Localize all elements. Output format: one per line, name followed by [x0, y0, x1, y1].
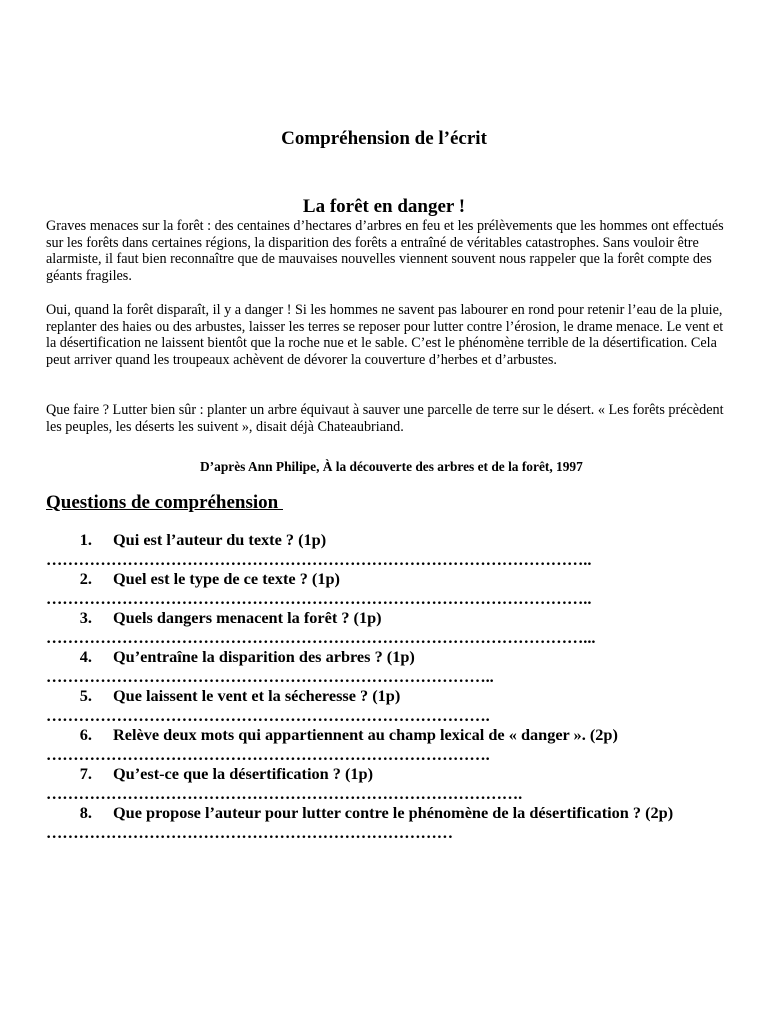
questions-list	[46, 530, 726, 842]
question-item	[46, 686, 726, 725]
answer-line[interactable]: …………………………………………………………………	[46, 822, 454, 842]
question-text: Qu’entraîne la disparition des arbres ? (1p)	[113, 647, 415, 666]
question-item	[46, 530, 726, 569]
paragraph-3: Que faire ? Lutter bien sûr : planter un arbre équivaut à sauver une parcelle de terre sur le désert. « Les forêts précèdent les peuples, les déserts les suivent », disait déjà Chateaubriand.	[46, 402, 724, 435]
question-item	[46, 764, 726, 803]
questions-heading: Questions de compréhension	[46, 492, 283, 513]
source-citation: D’après Ann Philipe, À la découverte des arbres et de la forêt, 1997	[200, 459, 583, 474]
question-number: 6.	[79, 725, 92, 744]
question-text: Quels dangers menacent la forêt ? (1p)	[113, 608, 382, 627]
worksheet-heading: Compréhension de l’écrit	[281, 128, 487, 149]
question-text: Relève deux mots qui appartiennent au champ lexical de « danger ». (2p)	[113, 725, 618, 744]
question-item	[46, 647, 726, 686]
question-text: Qu’est-ce que la désertification ? (1p)	[113, 764, 373, 783]
text-title: La forêt en danger !	[302, 196, 466, 217]
question-text: Que propose l’auteur pour lutter contre le phénomène de la désertification ? (2p)	[113, 803, 674, 822]
question-number: 3.	[79, 608, 92, 627]
answer-line[interactable]: ………………………………………………………………………..	[46, 666, 494, 686]
question-item	[46, 803, 726, 842]
question-text: Qui est l’auteur du texte ? (1p)	[113, 530, 327, 549]
question-item	[46, 608, 726, 647]
question-number: 4.	[79, 647, 92, 666]
question-item	[46, 569, 726, 608]
question-number: 1.	[79, 530, 92, 549]
paragraph-2: Oui, quand la forêt disparaît, il y a danger ! Si les hommes ne savent pas labourer en rond pour retenir l’eau de la pluie, replanter des haies ou des arbustes, laisser les terres se reposer pour lutter contre l’érosion, le drame menace. Le vent et la désertification ne laissent bientôt que la roche nue et le sable. C’est le phénomène terrible de la désertification. Cela peut arriver quand les troupeaux achèvent de dévorer la couverture d’herbes et d’arbustes.	[46, 302, 724, 369]
answer-line[interactable]: …………………………………………………………………………….	[46, 783, 523, 803]
answer-line[interactable]: ……………………………………………………………………….	[46, 744, 490, 764]
question-text: Quel est le type de ce texte ? (1p)	[113, 569, 340, 588]
answer-line[interactable]: ……………………………………………………………………….	[46, 705, 490, 725]
question-number: 7.	[79, 764, 92, 783]
paragraph-1: Graves menaces sur la forêt : des centaines d’hectares d’arbres en feu et les prélèvements que les hommes ont effectués sur les forêts dans certaines régions, la disparition des forêts a entraîné de véritables catastrophes. Sans vouloir être alarmiste, il faut bien reconnaître que de mauvaises nouvelles viennent souvent nous rappeler que la forêt compte des géants fragiles.	[46, 218, 724, 285]
question-number: 5.	[79, 686, 92, 705]
question-number: 2.	[79, 569, 92, 588]
answer-line[interactable]: ………………………………………………………………………………………..	[46, 588, 592, 608]
answer-line[interactable]: ………………………………………………………………………………………..	[46, 549, 592, 569]
question-text: Que laissent le vent et la sécheresse ? (1p)	[113, 686, 401, 705]
question-item	[46, 725, 726, 764]
question-number: 8.	[79, 803, 92, 822]
answer-line[interactable]: ………………………………………………………………………………………...	[46, 627, 596, 647]
